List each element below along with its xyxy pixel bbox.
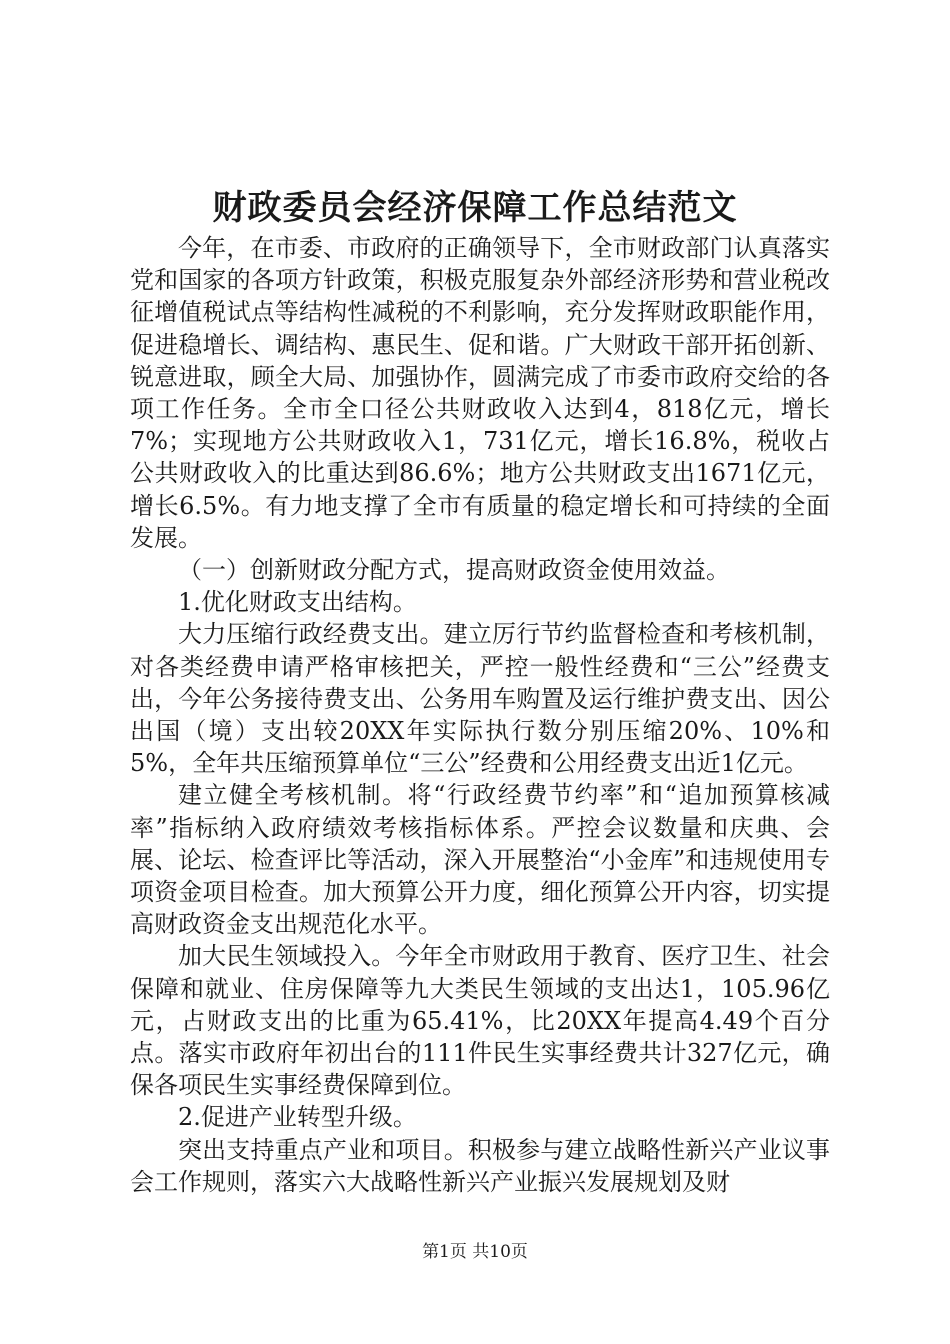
document-body: [130, 232, 830, 1198]
subsection-heading-2: 2.促进产业转型升级。: [178, 1103, 417, 1132]
section-heading-1: （一）创新财政分配方式，提高财政资金使用效益。: [178, 556, 730, 585]
paragraph-livelihood: 加大民生领域投入。今年全市财政用于教育、医疗卫生、社会保障和就业、住房保障等九大类民生领域的支出达1，105.96亿元，占财政支出的比重为65.41%，比20XX年提高4.49个百分点。落实市政府年初出台的111件民生实事经费共计327亿元，确保各项民生实事经费保障到位。: [130, 942, 830, 1100]
paragraph-intro: 今年，在市委、市政府的正确领导下，全市财政部门认真落实党和国家的各项方针政策，积极克服复杂外部经济形势和营业税改征增值税试点等结构性减税的不利影响，充分发挥财政职能作用，促进稳增长、调结构、惠民生、促和谐。广大财政干部开拓创新、锐意进取，顾全大局、加强协作，圆满完成了市委市政府交给的各项工作任务。全市全口径公共财政收入达到4，818亿元，增长7%；实现地方公共财政收入1，731亿元，增长16.8%，税收占公共财政收入的比重达到86.6%；地方公共财政支出1671亿元，增长6.5%。有力地支撑了全市有质量的稳定增长和可持续的全面发展。: [130, 234, 830, 552]
subsection-heading-1: 1.优化财政支出结构。: [178, 588, 417, 617]
document-title: 财政委员会经济保障工作总结范文: [212, 188, 738, 228]
page-number: 第1页 共10页: [422, 1242, 528, 1262]
paragraph-admin-expenses: 大力压缩行政经费支出。建立厉行节约监督检查和考核机制，对各类经费申请严格审核把关，严控一般性经费和“三公”经费支出，今年公务接待费支出、公务用车购置及运行维护费支出、因公出国（境）支出较20XX年实际执行数分别压缩20%、10%和5%，全年共压缩预算单位“三公”经费和公用经费支出近1亿元。: [130, 620, 830, 778]
paragraph-assessment: 建立健全考核机制。将“行政经费节约率”和“追加预算核减率”指标纳入政府绩效考核指标体系。严控会议数量和庆典、会展、论坛、检查评比等活动，深入开展整治“小金库”和违规使用专项资金项目检查。加大预算公开力度，细化预算公开内容，切实提高财政资金支出规范化水平。: [130, 781, 830, 939]
paragraph-industry: 突出支持重点产业和项目。积极参与建立战略性新兴产业议事会工作规则，落实六大战略性新兴产业振兴发展规划及财: [130, 1135, 830, 1196]
